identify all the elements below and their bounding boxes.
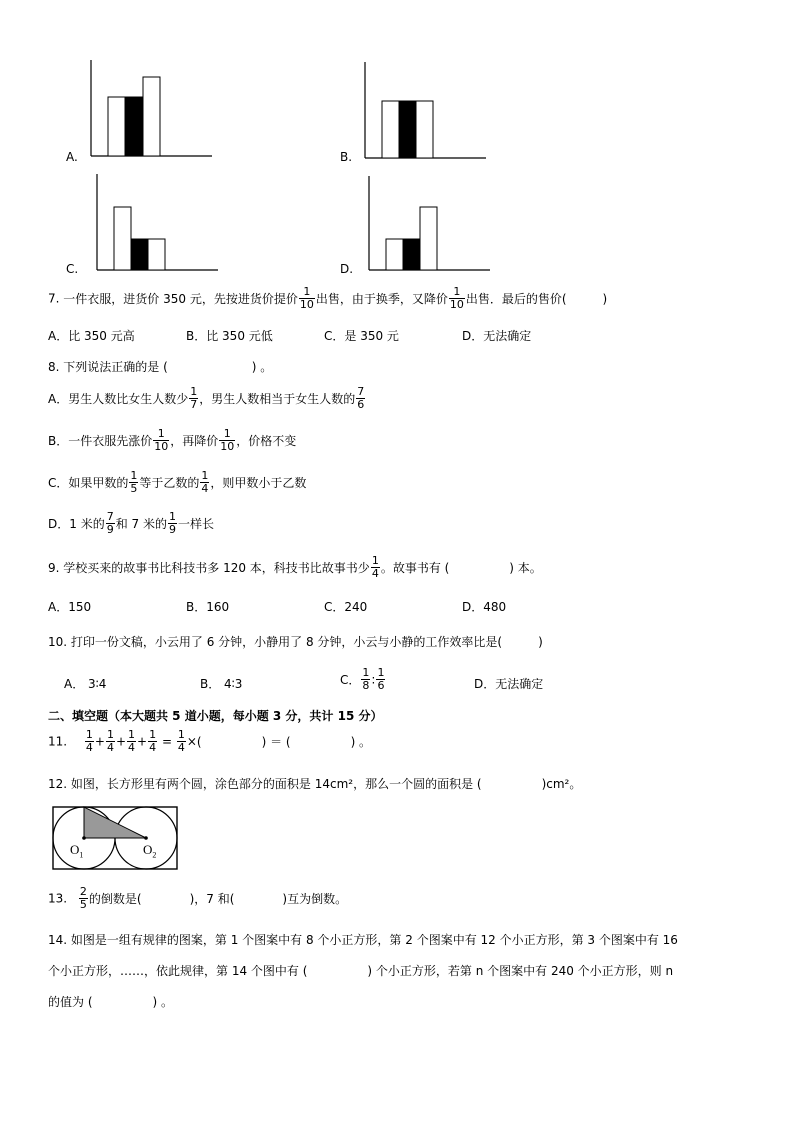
fraction: $\frac{1}{10}$ — [299, 285, 314, 311]
option-c-chart — [96, 174, 226, 274]
section-title: 二、填空题（本大题共 5 道小题，每小题 3 分，共计 15 分） — [48, 709, 383, 723]
center-o2-label: $O_2$ — [143, 842, 157, 860]
option-d-label[interactable]: D. — [340, 262, 354, 276]
circles-in-rectangle-figure — [52, 806, 182, 872]
fraction: $\frac{1}{10}$ — [449, 285, 464, 311]
q10-option-b[interactable]: B． 4∶3 — [200, 677, 243, 691]
q7-stem: 7. 一件衣服，进货价 350 元，先按进货价提价 $\frac{1}{10}$ 出售，由于换季，又降价 $\frac{1}{10}$ 出售．最后的售价( ) — [48, 285, 608, 311]
fraction: $\frac{1}{8}$ — [362, 666, 370, 692]
q9-option-d[interactable]: D．480 — [462, 600, 507, 614]
fraction: $\frac{1}{6}$ — [377, 666, 385, 692]
fraction: $\frac{1}{10}$ — [154, 427, 169, 453]
q9-option-b[interactable]: B．160 — [186, 600, 230, 614]
q10-option-d[interactable]: D．无法确定 — [474, 677, 544, 691]
fraction: $\frac{1}{4}$ — [201, 469, 209, 495]
bar — [386, 239, 403, 270]
option-d-chart — [368, 176, 498, 276]
q7-option-d[interactable]: D．无法确定 — [462, 329, 532, 343]
q8-stem: 8. 下列说法正确的是 ( ) 。 — [48, 360, 273, 374]
fraction: $\frac{1}{4}$ — [149, 728, 157, 754]
q8-option-b[interactable]: B．一件衣服先涨价 $\frac{1}{10}$ ，再降价 $\frac{1}{10}$ ，价格不变 — [48, 427, 297, 453]
q9-option-a[interactable]: A．150 — [48, 600, 92, 614]
bar — [143, 77, 160, 156]
q13-stem: 13. $\frac{2}{5}$ 的倒数是( )，7 和( )互为倒数。 — [48, 885, 348, 911]
fraction: $\frac{1}{9}$ — [168, 510, 176, 536]
option-b-label[interactable]: B. — [340, 150, 353, 164]
bar — [131, 239, 148, 270]
fraction: $\frac{1}{4}$ — [85, 728, 93, 754]
q14-line1: 14. 如图是一组有规律的图案，第 1 个图案中有 8 个小正方形，第 2 个图案中有 12 个小正方形，第 3 个图案中有 16 — [48, 933, 678, 947]
fraction: $\frac{1}{10}$ — [220, 427, 235, 453]
q11-stem: 11. $\frac{1}{4}$ + $\frac{1}{4}$ + $\frac{1}{4}$ + $\frac{1}{4}$ = $\frac{1}{4}$ ×( ) ＝ ( ) 。 — [48, 728, 372, 754]
option-c-label[interactable]: C. — [66, 262, 79, 276]
q10-option-a[interactable]: A． 3∶4 — [64, 677, 107, 691]
option-b-chart — [364, 62, 494, 162]
fraction: $\frac{1}{7}$ — [190, 385, 198, 411]
q7-option-c[interactable]: C．是 350 元 — [324, 329, 399, 343]
bar — [108, 97, 125, 156]
q10-stem: 10. 打印一份文稿，小云用了 6 分钟，小静用了 8 分钟，小云与小静的工作效率比是( ) — [48, 635, 543, 649]
q14-line2: 个小正方形，……，依此规律，第 14 个图中有 ( ) 个小正方形，若第 n 个图案中有 240 个小正方形，则 n — [48, 964, 674, 978]
answer-blanks[interactable]: ( ) ＝ ( ) 。 — [196, 735, 372, 749]
option-a-label[interactable]: A. — [66, 150, 78, 164]
q9-stem: 9. 学校买来的故事书比科技书多 120 本，科技书比故事书少 $\frac{1}{4}$ 。故事书有 ( ) 本。 — [48, 554, 542, 580]
q7-option-a[interactable]: A．比 350 元高 — [48, 329, 135, 343]
bar — [403, 239, 420, 270]
bar — [148, 239, 165, 270]
q14-line3: 的值为 ( ) 。 — [48, 995, 173, 1009]
q8-option-d[interactable]: D．1 米的 $\frac{7}{9}$ 和 7 米的 $\frac{1}{9}$ 一样长 — [48, 510, 214, 536]
fraction: $\frac{1}{4}$ — [128, 728, 136, 754]
fraction: $\frac{1}{4}$ — [106, 728, 114, 754]
q10-option-c[interactable]: C． $\frac{1}{8}$ : $\frac{1}{6}$ — [340, 666, 385, 692]
bar — [125, 97, 143, 156]
option-a-chart — [90, 60, 220, 160]
q8-option-a[interactable]: A．男生人数比女生人数少 $\frac{1}{7}$ ，男生人数相当于女生人数的 $\frac{7}{6}$ — [48, 385, 365, 411]
center-o1-label: $O_1$ — [70, 842, 84, 860]
q12-stem: 12. 如图，长方形里有两个圆，涂色部分的面积是 14cm²，那么一个圆的面积是 ( )cm²。 — [48, 777, 582, 791]
bar — [416, 101, 433, 158]
q7-option-b[interactable]: B．比 350 元低 — [186, 329, 273, 343]
bar — [382, 101, 399, 158]
fraction: $\frac{1}{4}$ — [371, 554, 379, 580]
bar — [399, 101, 416, 158]
q9-option-c[interactable]: C．240 — [324, 600, 368, 614]
fraction: $\frac{2}{5}$ — [79, 885, 87, 911]
q8-option-c[interactable]: C．如果甲数的 $\frac{1}{5}$ 等于乙数的 $\frac{1}{4}$ ，则甲数小于乙数 — [48, 469, 307, 495]
fraction: $\frac{1}{4}$ — [177, 728, 185, 754]
fraction: $\frac{7}{6}$ — [357, 385, 365, 411]
fraction: $\frac{1}{5}$ — [130, 469, 138, 495]
fraction: $\frac{7}{9}$ — [106, 510, 114, 536]
bar — [114, 207, 131, 270]
bar — [420, 207, 437, 270]
